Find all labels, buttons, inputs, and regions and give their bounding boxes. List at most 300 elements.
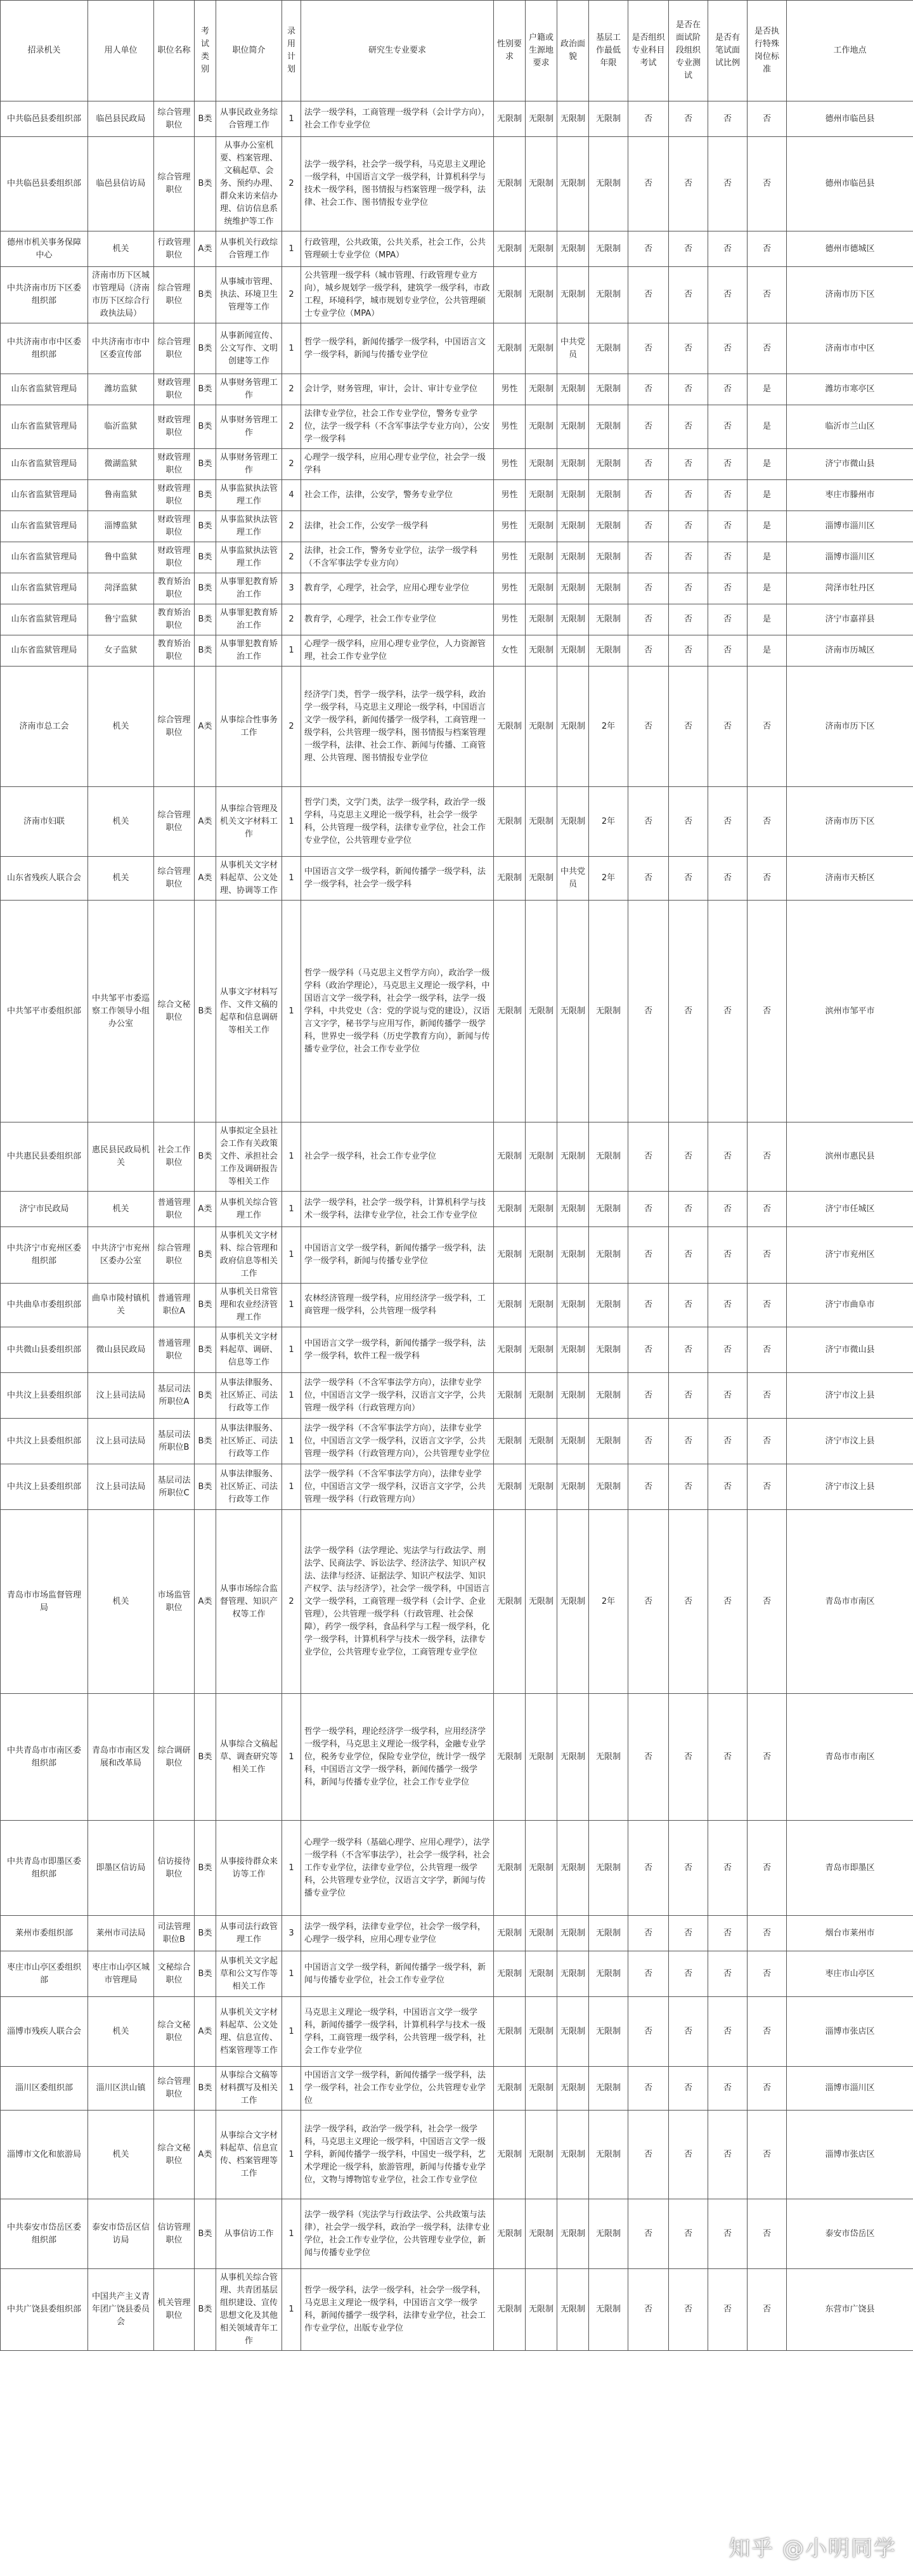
table-cell: 2 <box>282 667 301 787</box>
table-cell: B类 <box>195 542 216 573</box>
table-cell: 无限制 <box>557 787 589 857</box>
table-row <box>1 901 913 1122</box>
table-cell: 无限制 <box>589 2111 628 2199</box>
table-cell: 无限制 <box>589 1821 628 1916</box>
table-cell: 否 <box>708 2111 748 2199</box>
table-cell: 无限制 <box>526 857 557 901</box>
table-cell: 农林经济管理一级学科，应用经济学一级学科，工商管理一级学科，公共管理一级学科 <box>301 1284 494 1327</box>
table-cell: 惠民县民政局机关 <box>88 1122 154 1192</box>
table-cell: 从事监狱执法管理工作 <box>216 480 282 511</box>
table-cell: 无限制 <box>494 267 526 323</box>
table-cell: 机关 <box>88 857 154 901</box>
table-cell: 中国语言文学一级学科，新闻传播学一级学科，法学一级学科，社会学一级学科 <box>301 857 494 901</box>
table-cell: 综合管理职位 <box>154 267 195 323</box>
table-cell: 济南市历下区 <box>787 267 913 323</box>
table-cell: 教育学，心理学，社会学，应用心理专业学位 <box>301 573 494 604</box>
table-cell: 否 <box>628 1951 669 1997</box>
table-cell: 淄博市淄川区 <box>787 2067 913 2111</box>
table-cell: 中共广饶县委组织部 <box>1 2269 88 2351</box>
table-cell: B类 <box>195 1373 216 1419</box>
table-cell: 无限制 <box>526 323 557 374</box>
table-cell: 无限制 <box>526 2067 557 2111</box>
table-cell: 是 <box>748 635 787 667</box>
table-cell: 否 <box>669 449 708 480</box>
table-cell: 无限制 <box>589 267 628 323</box>
table-row <box>1 511 913 542</box>
table-cell: 否 <box>628 1373 669 1419</box>
table-cell: 否 <box>628 1122 669 1192</box>
table-cell: B类 <box>195 2067 216 2111</box>
table-cell: 是 <box>748 604 787 635</box>
table-cell: 济南市总工会 <box>1 667 88 787</box>
table-cell: 莱州市委组织部 <box>1 1916 88 1951</box>
table-cell: 淄博市残疾人联合会 <box>1 1997 88 2067</box>
table-cell: 否 <box>628 1464 669 1510</box>
table-cell: 否 <box>708 101 748 137</box>
table-cell: 法学一级学科（宪法学与行政法学、公共政策与法律），社会学一级学科，政治学一级学科，法律专业学位，社会工作专业学位，公共管理专业学位，新闻与传播专业学位 <box>301 2199 494 2269</box>
table-cell: 否 <box>708 635 748 667</box>
table-cell: 否 <box>669 1373 708 1419</box>
table-body <box>1 101 913 2351</box>
table-cell: 否 <box>708 511 748 542</box>
table-cell: 法学一级学科，工商管理一级学科（会计学方向），社会工作专业学位 <box>301 101 494 137</box>
table-cell: 无限制 <box>494 1821 526 1916</box>
table-cell: 1 <box>282 1419 301 1464</box>
table-cell: 否 <box>669 1951 708 1997</box>
table-cell: 无限制 <box>526 1510 557 1694</box>
table-cell: 综合管理职位 <box>154 137 195 231</box>
table-cell: 1 <box>282 1464 301 1510</box>
table-cell: 无限制 <box>526 1694 557 1821</box>
table-cell: 无限制 <box>589 2067 628 2111</box>
table-cell: 无限制 <box>589 323 628 374</box>
table-cell: 济宁市汶上县 <box>787 1464 913 1510</box>
table-cell: 否 <box>748 101 787 137</box>
table-cell: 否 <box>748 787 787 857</box>
table-cell: 否 <box>708 1951 748 1997</box>
column-header: 工作地点 <box>787 1 913 101</box>
table-cell: 无限制 <box>589 1419 628 1464</box>
table-cell: 否 <box>708 1997 748 2067</box>
table-cell: B类 <box>195 573 216 604</box>
table-cell: 山东省监狱管理局 <box>1 449 88 480</box>
table-row <box>1 1227 913 1284</box>
table-cell: 无限制 <box>557 2199 589 2269</box>
table-row <box>1 857 913 901</box>
table-cell: 否 <box>748 2269 787 2351</box>
table-cell: 否 <box>708 542 748 573</box>
table-cell: B类 <box>195 137 216 231</box>
table-cell: 青岛市即墨区 <box>787 1821 913 1916</box>
table-cell: 淄博监狱 <box>88 511 154 542</box>
table-cell: 无限制 <box>526 511 557 542</box>
table-cell: 无限制 <box>589 542 628 573</box>
table-cell: 否 <box>669 2067 708 2111</box>
table-cell: 泰安市岱岳区信访局 <box>88 2199 154 2269</box>
table-cell: 微湖监狱 <box>88 449 154 480</box>
table-cell: 1 <box>282 2199 301 2269</box>
table-cell: 否 <box>628 667 669 787</box>
table-cell: 财政管理职位 <box>154 405 195 449</box>
table-cell: 否 <box>708 323 748 374</box>
table-cell: 曲阜市陵村镇机关 <box>88 1284 154 1327</box>
table-cell: 中共汶上县委组织部 <box>1 1373 88 1419</box>
column-header: 政治面貌 <box>557 1 589 101</box>
table-cell: 马克思主义理论一级学科，中国语言文学一级学科，新闻传播学一级学科，计算机科学与技术一级学科，工商管理一级学科，公共管理一级学科，社会工作专业学位 <box>301 1997 494 2067</box>
column-header: 职位名称 <box>154 1 195 101</box>
table-cell: 财政管理职位 <box>154 511 195 542</box>
table-cell: 否 <box>748 1373 787 1419</box>
table-cell: 无限制 <box>526 1227 557 1284</box>
table-cell: 综合管理职位 <box>154 857 195 901</box>
table-cell: B类 <box>195 480 216 511</box>
table-cell: 无限制 <box>494 1284 526 1327</box>
table-row <box>1 787 913 857</box>
table-cell: 山东省监狱管理局 <box>1 480 88 511</box>
table-cell: 济宁市兖州区 <box>787 1227 913 1284</box>
table-cell: B类 <box>195 374 216 405</box>
table-cell: 从事文字材料写作、文件文稿的起草和信息调研等相关工作 <box>216 901 282 1122</box>
table-cell: 无限制 <box>589 137 628 231</box>
table-cell: 青岛市市南区发展和改革局 <box>88 1694 154 1821</box>
table-cell: 财政管理职位 <box>154 480 195 511</box>
table-cell: 综合管理职位 <box>154 787 195 857</box>
table-cell: 无限制 <box>557 137 589 231</box>
table-cell: 3 <box>282 1916 301 1951</box>
table-cell: 否 <box>708 857 748 901</box>
table-cell: 否 <box>628 1284 669 1327</box>
table-cell: 中共邹平市委组织部 <box>1 901 88 1122</box>
table-cell: 否 <box>628 1510 669 1694</box>
table-cell: 否 <box>708 1464 748 1510</box>
table-cell: 男性 <box>494 405 526 449</box>
table-cell: 法学一级学科（法学理论、宪法学与行政法学、刑法学、民商法学、诉讼法学、经济法学、知识产权法、法律与经济、证据法学、知识产权法学、知识产权学、法与经济学），社会学一级学科，中国语言文学一级学科，工商管理一级学科（会计学、企业管理），公共管理一级学科（行政管理、社会保障），药学一级学科，食品科学与工程一级学科，化学一级学科，计算机科学与技术一级学科，法律专业学位，公共管理专业学位，工商管理专业学位 <box>301 1510 494 1694</box>
table-cell: 无限制 <box>494 2067 526 2111</box>
table-cell: 否 <box>669 1694 708 1821</box>
table-row <box>1 1464 913 1510</box>
table-cell: 女性 <box>494 635 526 667</box>
table-cell: B类 <box>195 604 216 635</box>
table-cell: 女子监狱 <box>88 635 154 667</box>
table-cell: 2 <box>282 1510 301 1694</box>
table-cell: 法学一级学科，政治学一级学科，社会学一级学科，马克思主义理论一级学科，中国语言文学一级学科，新闻传播学一级学科，中国史一级学科，艺术学理论一级学科，旅游管理，新闻与传播专业学位，文物与博物馆专业学位，社会工作专业学位 <box>301 2111 494 2199</box>
table-cell: 否 <box>669 667 708 787</box>
table-cell: 无限制 <box>557 901 589 1122</box>
table-cell: 1 <box>282 2269 301 2351</box>
table-cell: 否 <box>669 1916 708 1951</box>
table-cell: 1 <box>282 323 301 374</box>
table-cell: 否 <box>628 604 669 635</box>
table-cell: 从事拟定全县社会工作有关政策文件、承担社会工作及调研报告等相关工作 <box>216 1122 282 1192</box>
table-cell: 无限制 <box>589 1997 628 2067</box>
table-cell: 从事城市管理、执法、环境卫生管理等工作 <box>216 267 282 323</box>
table-cell: 无限制 <box>526 1916 557 1951</box>
table-cell: 从事罪犯教育矫治工作 <box>216 635 282 667</box>
table-cell: 否 <box>748 1327 787 1373</box>
table-cell: 教育矫治职位 <box>154 635 195 667</box>
table-cell: 无限制 <box>589 1284 628 1327</box>
table-cell: 否 <box>628 901 669 1122</box>
table-cell: 否 <box>669 2199 708 2269</box>
table-cell: 中共惠民县委组织部 <box>1 1122 88 1192</box>
table-cell: 2 <box>282 405 301 449</box>
table-cell: 无限制 <box>494 231 526 267</box>
table-cell: A类 <box>195 1510 216 1694</box>
table-cell: 无限制 <box>526 137 557 231</box>
table-cell: 法学一级学科（不含军事法学方向），法律专业学位，中国语言文学一级学科，汉语言文字学，公共管理一级学科（行政管理方向） <box>301 1373 494 1419</box>
table-cell: 青岛市市南区 <box>787 1510 913 1694</box>
table-cell: 中共汶上县委组织部 <box>1 1419 88 1464</box>
table-row <box>1 542 913 573</box>
table-cell: 否 <box>669 405 708 449</box>
table-cell: 汶上县司法局 <box>88 1419 154 1464</box>
table-cell: A类 <box>195 2111 216 2199</box>
table-cell: 否 <box>628 857 669 901</box>
table-cell: 1 <box>282 1227 301 1284</box>
table-cell: 无限制 <box>494 1951 526 1997</box>
table-cell: 中国语言文学一级学科，新闻传播学一级学科，新闻与传播专业学位，社会工作专业学位 <box>301 1951 494 1997</box>
table-cell: 否 <box>628 1694 669 1821</box>
table-cell: 法学一级学科（不含军事法学方向），法律专业学位，中国语言文学一级学科，汉语言文字学，公共管理一级学科（行政管理方向），公共管理专业学位 <box>301 1419 494 1464</box>
table-cell: 从事法律服务、社区矫正、司法行政等工作 <box>216 1373 282 1419</box>
table-cell: 从事综合文稿起草、调查研究等相关工作 <box>216 1694 282 1821</box>
table-cell: 否 <box>748 2199 787 2269</box>
table-row <box>1 1419 913 1464</box>
table-cell: 无限制 <box>557 374 589 405</box>
table-cell: 否 <box>669 323 708 374</box>
table-cell: 否 <box>748 1419 787 1464</box>
table-cell: 无限制 <box>494 1327 526 1373</box>
table-cell: A类 <box>195 787 216 857</box>
table-cell: 德州市德城区 <box>787 231 913 267</box>
table-cell: 否 <box>708 1916 748 1951</box>
table-cell: 1 <box>282 101 301 137</box>
table-cell: B类 <box>195 1694 216 1821</box>
table-cell: 法律，社会工作，警务专业学位，法学一级学科（不含军事法学专业方向） <box>301 542 494 573</box>
table-cell: 否 <box>628 1419 669 1464</box>
table-cell: 否 <box>708 480 748 511</box>
table-cell: 财政管理职位 <box>154 542 195 573</box>
table-cell: 鲁宁监狱 <box>88 604 154 635</box>
table-cell: 否 <box>669 1122 708 1192</box>
table-cell: 1 <box>282 2067 301 2111</box>
table-cell: 无限制 <box>589 449 628 480</box>
table-cell: 心理学一级学科，应用心理专业学位，社会学一级学科 <box>301 449 494 480</box>
table-cell: 德州市临邑县 <box>787 101 913 137</box>
table-cell: 1 <box>282 787 301 857</box>
table-cell: 无限制 <box>557 405 589 449</box>
table-cell: B类 <box>195 405 216 449</box>
table-cell: 1 <box>282 1694 301 1821</box>
table-cell: B类 <box>195 511 216 542</box>
table-cell: 从事综合文字材料起草、信息宣传、档案管理等工作 <box>216 2111 282 2199</box>
table-cell: 德州市临邑县 <box>787 137 913 231</box>
table-cell: 否 <box>708 2269 748 2351</box>
table-cell: 综合调研职位 <box>154 1694 195 1821</box>
table-cell: 枣庄市滕州市 <box>787 480 913 511</box>
table-cell: 否 <box>669 1997 708 2067</box>
table-cell: 否 <box>708 231 748 267</box>
table-cell: 从事法律服务、社区矫正、司法行政等工作 <box>216 1464 282 1510</box>
table-cell: 潍坊监狱 <box>88 374 154 405</box>
table-cell: 东营市广饶县 <box>787 2269 913 2351</box>
table-row <box>1 2269 913 2351</box>
table-cell: 否 <box>669 1192 708 1227</box>
table-cell: 济宁市嘉祥县 <box>787 604 913 635</box>
table-cell: 否 <box>669 267 708 323</box>
table-cell: 无限制 <box>494 1373 526 1419</box>
table-cell: 无限制 <box>589 1327 628 1373</box>
table-cell: 综合管理职位 <box>154 1227 195 1284</box>
table-cell: 1 <box>282 857 301 901</box>
table-cell: 无限制 <box>557 1192 589 1227</box>
table-cell: 无限制 <box>589 374 628 405</box>
table-cell: 教育矫治职位 <box>154 573 195 604</box>
table-cell: A类 <box>195 857 216 901</box>
table-cell: 从事机关文字材料起草、公文处理、协调等工作 <box>216 857 282 901</box>
table-cell: B类 <box>195 1227 216 1284</box>
table-cell: A类 <box>195 1192 216 1227</box>
table-cell: 无限制 <box>589 1694 628 1821</box>
table-cell: 否 <box>708 1694 748 1821</box>
table-cell: 否 <box>669 1821 708 1916</box>
table-cell: A类 <box>195 1997 216 2067</box>
table-cell: 无限制 <box>494 2111 526 2199</box>
table-cell: 无限制 <box>526 449 557 480</box>
column-header: 招录机关 <box>1 1 88 101</box>
table-cell: 济宁市微山县 <box>787 449 913 480</box>
table-row <box>1 374 913 405</box>
table-cell: 否 <box>628 374 669 405</box>
table-cell: 否 <box>669 1227 708 1284</box>
table-cell: 否 <box>708 1192 748 1227</box>
table-row <box>1 667 913 787</box>
table-cell: 否 <box>669 573 708 604</box>
column-header: 考试类别 <box>195 1 216 101</box>
table-cell: 1 <box>282 1821 301 1916</box>
table-cell: 即墨区信访局 <box>88 1821 154 1916</box>
table-row <box>1 1327 913 1373</box>
table-cell: 泰安市岱岳区 <box>787 2199 913 2269</box>
table-cell: 男性 <box>494 511 526 542</box>
table-cell: 无限制 <box>526 1122 557 1192</box>
table-cell: 中国共产主义青年团广饶县委员会 <box>88 2269 154 2351</box>
table-cell: 社会学一级学科，社会工作专业学位 <box>301 1122 494 1192</box>
table-row <box>1 1510 913 1694</box>
table-cell: B类 <box>195 323 216 374</box>
table-cell: 否 <box>669 2269 708 2351</box>
table-cell: 男性 <box>494 480 526 511</box>
table-cell: 从事机关行政综合管理工作 <box>216 231 282 267</box>
table-row <box>1 1284 913 1327</box>
table-cell: 否 <box>748 137 787 231</box>
table-cell: 否 <box>669 1464 708 1510</box>
column-header: 用人单位 <box>88 1 154 101</box>
table-cell: 从事新闻宣传、公文写作、文明创建等工作 <box>216 323 282 374</box>
table-cell: 无限制 <box>557 1419 589 1464</box>
table-cell: 否 <box>669 604 708 635</box>
table-cell: 2年 <box>589 787 628 857</box>
table-cell: 枣庄市山亭区委组织部 <box>1 1951 88 1997</box>
table-cell: 否 <box>628 323 669 374</box>
table-cell: 无限制 <box>557 449 589 480</box>
table-cell: 否 <box>708 1327 748 1373</box>
table-cell: 无限制 <box>557 480 589 511</box>
watermark: 知乎 @小明同学 <box>728 2536 897 2561</box>
table-row <box>1 635 913 667</box>
table-cell: 烟台市莱州市 <box>787 1916 913 1951</box>
table-cell: 山东省监狱管理局 <box>1 573 88 604</box>
table-cell: 否 <box>748 2111 787 2199</box>
table-cell: 法学一级学科，法律专业学位，社会学一级学科，心理学一级学科，应用心理专业学位 <box>301 1916 494 1951</box>
table-cell: 否 <box>669 901 708 1122</box>
table-cell: 信访管理职位 <box>154 2199 195 2269</box>
table-cell: 否 <box>748 1951 787 1997</box>
table-cell: 汶上县司法局 <box>88 1373 154 1419</box>
table-cell: 基层司法所职位B <box>154 1419 195 1464</box>
table-cell: 会计学，财务管理，审计，会计、审计专业学位 <box>301 374 494 405</box>
table-row <box>1 1997 913 2067</box>
table-cell: 无限制 <box>526 231 557 267</box>
table-cell: 否 <box>748 1122 787 1192</box>
table-cell: 机关 <box>88 667 154 787</box>
table-cell: 无限制 <box>557 101 589 137</box>
table-cell: 否 <box>708 667 748 787</box>
table-cell: B类 <box>195 267 216 323</box>
table-cell: 中共邹平市委巡察工作领导小组办公室 <box>88 901 154 1122</box>
table-cell: 否 <box>628 267 669 323</box>
table-cell: 淄博市张店区 <box>787 1997 913 2067</box>
table-cell: 信访接待职位 <box>154 1821 195 1916</box>
table-cell: 从事财务管理工作 <box>216 405 282 449</box>
table-cell: 无限制 <box>589 573 628 604</box>
table-row <box>1 1916 913 1951</box>
table-cell: B类 <box>195 1464 216 1510</box>
table-cell: 无限制 <box>557 1951 589 1997</box>
table-cell: 中国语言文学一级学科，新闻传播学一级学科，法学一级学科，新闻与传播专业学位 <box>301 1227 494 1284</box>
table-cell: 无限制 <box>557 1510 589 1694</box>
table-cell: 财政管理职位 <box>154 449 195 480</box>
table-cell: 中共党员 <box>557 857 589 901</box>
table-cell: 从事接待群众来访等工作 <box>216 1821 282 1916</box>
table-cell: 无限制 <box>526 542 557 573</box>
table-cell: 德州市机关事务保障中心 <box>1 231 88 267</box>
table-cell: A类 <box>195 667 216 787</box>
table-cell: 否 <box>628 1916 669 1951</box>
table-cell: 1 <box>282 1284 301 1327</box>
table-cell: 无限制 <box>494 1464 526 1510</box>
table-cell: 无限制 <box>557 1373 589 1419</box>
table-row <box>1 2199 913 2269</box>
table-cell: 否 <box>708 1284 748 1327</box>
table-cell: 无限制 <box>526 635 557 667</box>
table-cell: 否 <box>708 267 748 323</box>
table-cell: 财政管理职位 <box>154 374 195 405</box>
table-cell: 否 <box>708 604 748 635</box>
table-cell: 中共济南市市中区委组织部 <box>1 323 88 374</box>
table-cell: 滨州市惠民县 <box>787 1122 913 1192</box>
column-header: 是否有笔试面试比例 <box>708 1 748 101</box>
table-cell: 临沂市兰山区 <box>787 405 913 449</box>
table-cell: 临邑县民政局 <box>88 101 154 137</box>
table-cell: 中共济宁市兖州区委组织部 <box>1 1227 88 1284</box>
table-cell: 1 <box>282 635 301 667</box>
table-cell: 济南市历下区 <box>787 787 913 857</box>
table-cell: 淄博市文化和旅游局 <box>1 2111 88 2199</box>
table-cell: 普通管理职位 <box>154 1192 195 1227</box>
table-cell: 机关管理职位 <box>154 2269 195 2351</box>
column-header: 是否在面试阶段组织专业测试 <box>669 1 708 101</box>
